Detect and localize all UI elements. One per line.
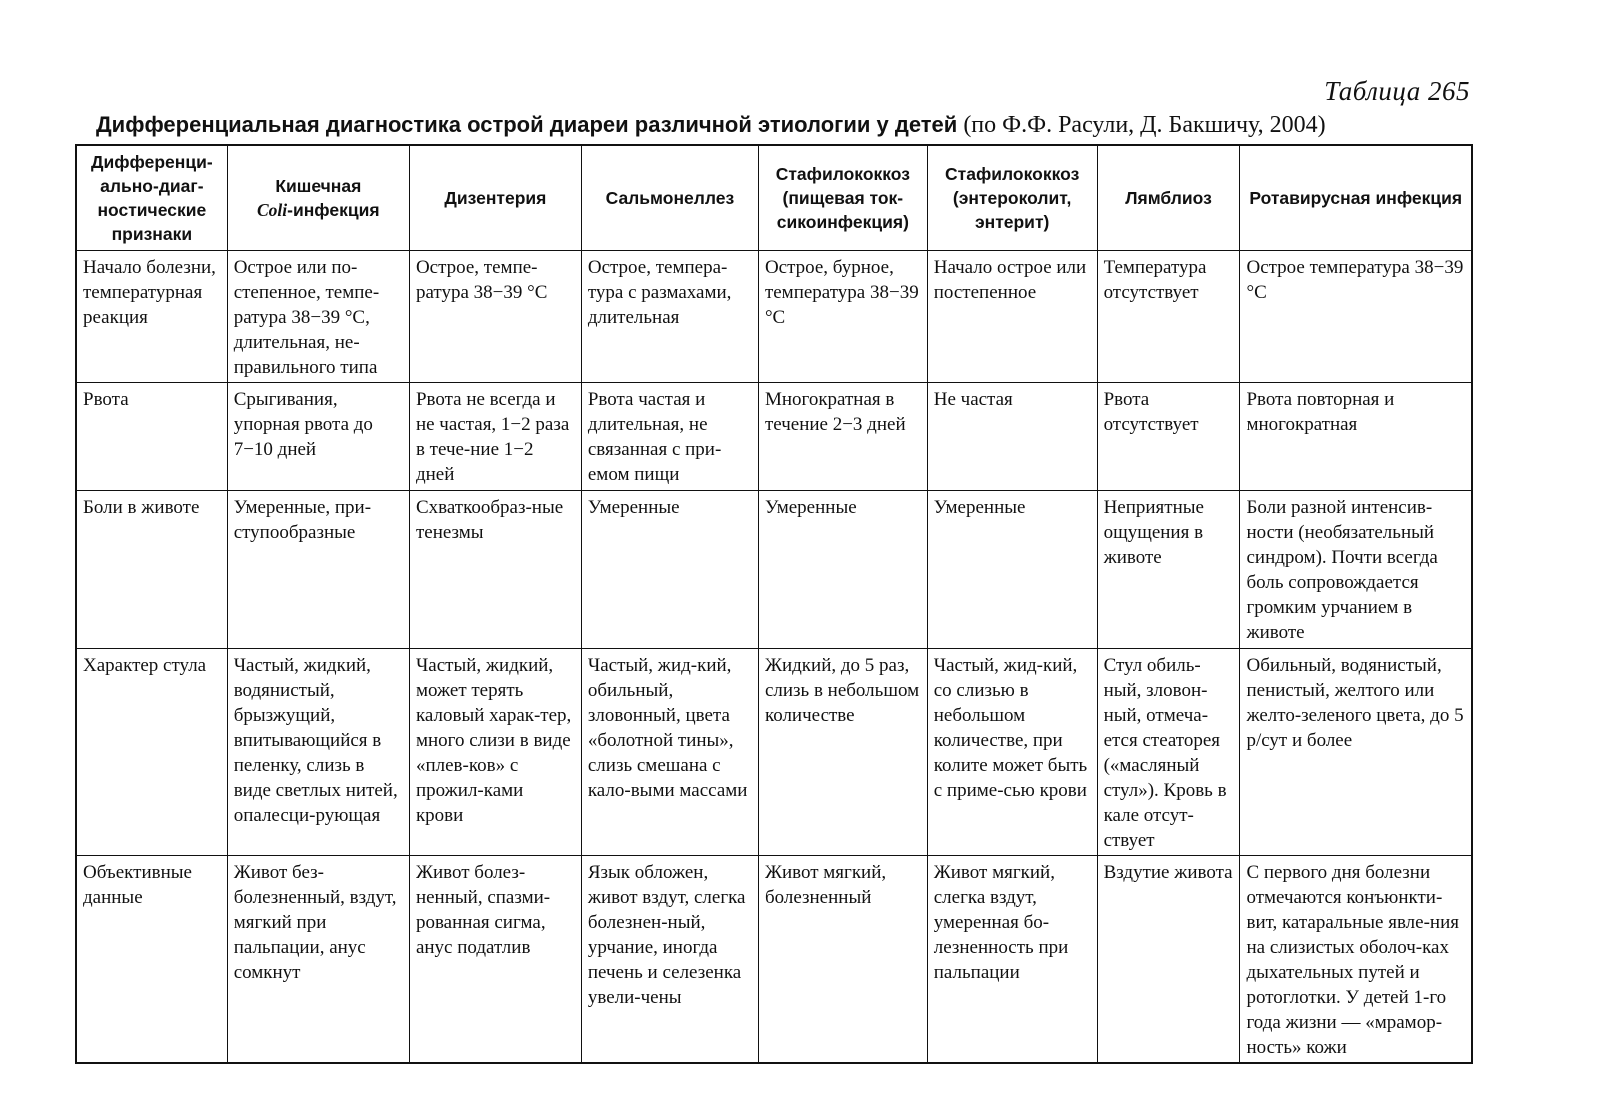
table-cell: Начало острое или постепенное: [927, 250, 1097, 382]
table-header-row: [76, 145, 1472, 250]
table-cell: Острое, бурное, температура 38−39 °С: [758, 250, 927, 382]
table-cell: Неприятные ощущения в животе: [1097, 490, 1240, 648]
table-row: [76, 382, 1472, 490]
table-cell: Острое температура 38−39 °С: [1240, 250, 1472, 382]
row-label: Характер стула: [76, 648, 227, 855]
table-cell: Умеренные: [927, 490, 1097, 648]
table-cell: Вздутие живота: [1097, 855, 1240, 1063]
header-criteria: Дифференци-ально-диаг-ностические признаки: [76, 145, 227, 250]
table-cell: Жидкий, до 5 раз, слизь в небольшом количестве: [758, 648, 927, 855]
table-cell: С первого дня болезни отмечаются конъюнкти-вит, катаральные явле-ния на слизистых оболоч-ках дыхательных путей и ротоглотки. У детей 1-го года жизни — «мрамор-ность» кожи: [1240, 855, 1472, 1063]
table-cell: Срыгивания, упорная рвота до 7−10 дней: [227, 382, 409, 490]
table-row: [76, 648, 1472, 855]
table-cell: Острое, темпе-ратура 38−39 °С: [409, 250, 581, 382]
header-coli: [227, 145, 409, 250]
header-giardiasis: Лямблиоз: [1097, 145, 1240, 250]
table-cell: Частый, жидкий, водянистый, брызжущий, впитывающийся в пеленку, слизь в виде светлых нитей, опалесци-рующая: [227, 648, 409, 855]
header-coli-italic: Coli: [257, 199, 288, 220]
table-cell: Стул обиль-ный, зловон-ный, отмеча-ется стеаторея («масляный стул»). Кровь в кале отсут-ствует: [1097, 648, 1240, 855]
table-cell: Живот мягкий, слегка вздут, умеренная бо-лезненность при пальпации: [927, 855, 1097, 1063]
table-cell: Частый, жид-кий, обильный, зловонный, цвета «болотной тины», слизь смешана с кало-выми массами: [581, 648, 758, 855]
caption-title: Дифференциальная диагностика острой диареи различной этиологии у детей: [96, 112, 958, 137]
table-row: [76, 250, 1472, 382]
header-rotavirus: Ротавирусная инфекция: [1240, 145, 1472, 250]
row-label: Рвота: [76, 382, 227, 490]
header-coli-suffix: -инфекция: [287, 199, 380, 220]
table-cell: Умеренные, при-ступообразные: [227, 490, 409, 648]
diagnosis-table: [75, 144, 1473, 1064]
header-salmonellosis: Сальмонеллез: [581, 145, 758, 250]
table-cell: Рвота не всегда и не частая, 1−2 раза в тече-ние 1−2 дней: [409, 382, 581, 490]
table-cell: Частый, жид-кий, со слизью в небольшом количестве, при колите может быть с приме-сью крови: [927, 648, 1097, 855]
table-cell: Живот без-болезненный, вздут, мягкий при пальпации, анус сомкнут: [227, 855, 409, 1063]
table-cell: Температура отсутствует: [1097, 250, 1240, 382]
table-cell: Частый, жидкий, может терять каловый харак-тер, много слизи в виде «плев-ков» с прожил-ками крови: [409, 648, 581, 855]
table-cell: Умеренные: [581, 490, 758, 648]
table-cell: Схваткообраз-ные тенезмы: [409, 490, 581, 648]
table-cell: Обильный, водянистый, пенистый, желтого или желто-зеленого цвета, до 5 р/сут и более: [1240, 648, 1472, 855]
table-cell: Рвота повторная и многократная: [1240, 382, 1472, 490]
header-staph-enterocolitis: Стафилококкоз (энтероколит, энтерит): [927, 145, 1097, 250]
table-row: [76, 490, 1472, 648]
table-cell: Острое или по-степенное, темпе-ратура 38−39 °С, длительная, не-правильного типа: [227, 250, 409, 382]
table-cell: Не частая: [927, 382, 1097, 490]
table-cell: Умеренные: [758, 490, 927, 648]
table-cell: Рвота отсутствует: [1097, 382, 1240, 490]
table-cell: Живот болез-ненный, спазми-рованная сигма, анус податлив: [409, 855, 581, 1063]
table-number: Таблица 265: [1324, 76, 1470, 106]
table-cell: Рвота частая и длительная, не связанная с при-емом пищи: [581, 382, 758, 490]
row-label: Начало болезни, температурная реакция: [76, 250, 227, 382]
header-coli-line1: Кишечная: [275, 175, 362, 196]
table-cell: Живот мягкий, болезненный: [758, 855, 927, 1063]
header-staph-food: Стафилококкоз (пищевая ток-сикоинфекция): [758, 145, 927, 250]
header-dysentery: Дизентерия: [409, 145, 581, 250]
table-cell: Острое, темпера-тура с размахами, длительная: [581, 250, 758, 382]
row-label: Объективные данные: [76, 855, 227, 1063]
table-cell: Многократная в течение 2−3 дней: [758, 382, 927, 490]
table-cell: Язык обложен, живот вздут, слегка болезнен-ный, урчание, иногда печень и селезенка увели-чены: [581, 855, 758, 1063]
row-label: Боли в животе: [76, 490, 227, 648]
caption-source: (по Ф.Ф. Расули, Д. Бакшичу, 2004): [957, 112, 1326, 138]
table-caption: [96, 111, 1496, 139]
table-row: [76, 855, 1472, 1063]
table-cell: Боли разной интенсив-ности (необязательный синдром). Почти всегда боль сопровождается громким урчанием в животе: [1240, 490, 1472, 648]
